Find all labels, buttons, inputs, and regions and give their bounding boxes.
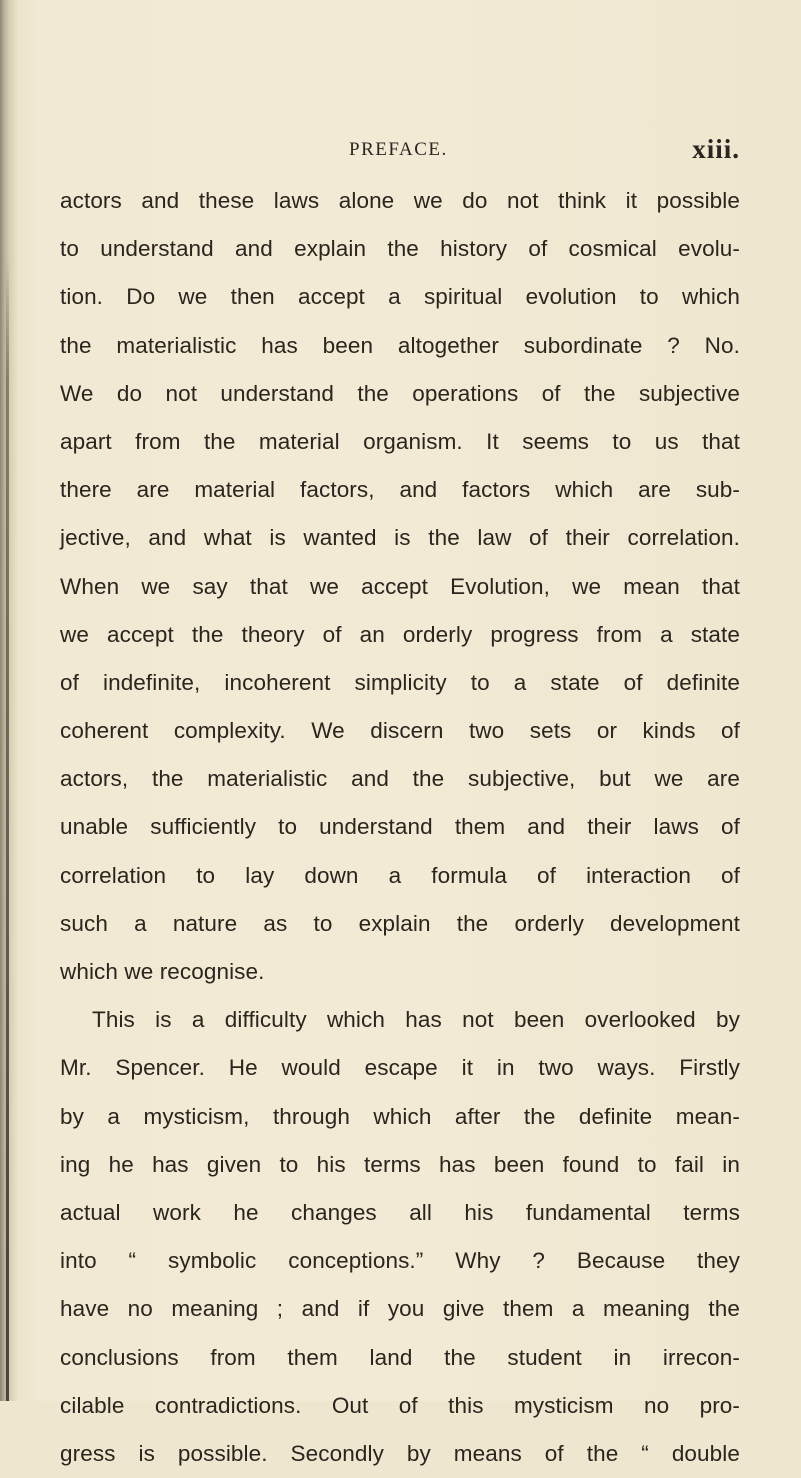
- running-head: [60, 136, 740, 166]
- text-line: there are material factors, and factors which are sub-: [60, 477, 740, 503]
- text-line: correlation to lay down a formula of interaction of: [60, 862, 740, 888]
- text-line: ing he has given to his terms has been found to fail in: [60, 1151, 740, 1177]
- text-line: gress is possible. Secondly by means of the “ double: [60, 1440, 740, 1466]
- text-line: This is a difficulty which has not been overlooked by: [92, 1007, 740, 1033]
- text-line: by a mysticism, through which after the definite mean-: [60, 1103, 740, 1129]
- text-line: apart from the material organism. It seems to us that: [60, 428, 740, 454]
- text-line: conclusions from them land the student in irrecon-: [60, 1344, 740, 1370]
- text-line: which we recognise.: [60, 959, 265, 984]
- text-line: Mr. Spencer. He would escape it in two ways. Firstly: [60, 1055, 740, 1081]
- text-line: of indefinite, incoherent simplicity to a state of definite: [60, 669, 740, 695]
- text-line: such a nature as to explain the orderly development: [60, 910, 740, 936]
- text-line: tion. Do we then accept a spiritual evolution to which: [60, 284, 740, 310]
- text-line: actual work he changes all his fundamental terms: [60, 1199, 740, 1225]
- running-head-title: PREFACE.: [349, 139, 448, 160]
- text-line: we accept the theory of an orderly progress from a state: [60, 621, 740, 647]
- text-line: into “ symbolic conceptions.” Why ? Because they: [60, 1248, 740, 1274]
- page-binding-edge: [0, 0, 18, 1401]
- text-line: cilable contradictions. Out of this mysticism no pro-: [60, 1392, 740, 1418]
- text-line: coherent complexity. We discern two sets or kinds of: [60, 718, 740, 744]
- text-line: the materialistic has been altogether subordinate ? No.: [60, 332, 740, 358]
- text-line: unable sufficiently to understand them and their laws of: [60, 814, 740, 840]
- text-line: actors, the materialistic and the subjective, but we are: [60, 766, 740, 792]
- text-line: have no meaning ; and if you give them a meaning the: [60, 1296, 740, 1322]
- text-line: actors and these laws alone we do not think it possible: [60, 188, 740, 213]
- text-line: jective, and what is wanted is the law of their correlation.: [60, 525, 740, 551]
- text-line: We do not understand the operations of the subjective: [60, 380, 740, 406]
- text-line: to understand and explain the history of cosmical evolu-: [60, 236, 740, 262]
- text-line: When we say that we accept Evolution, we mean that: [60, 573, 740, 599]
- page-number: xiii.: [692, 134, 740, 164]
- body-text: [60, 177, 740, 1478]
